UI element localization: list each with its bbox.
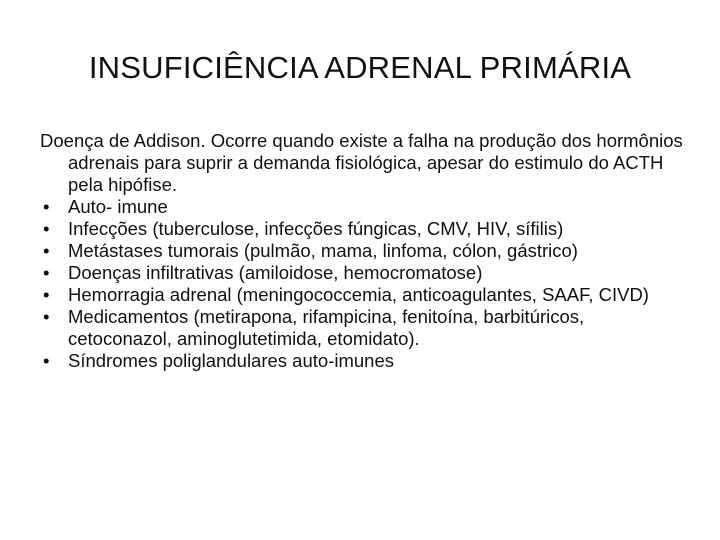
slide-title: INSUFICIÊNCIA ADRENAL PRIMÁRIA bbox=[88, 50, 632, 85]
bullet-icon: • bbox=[43, 262, 50, 283]
list-item-text: Medicamentos (metirapona, rifampicina, fenitoína, barbitúricos, cetoconazol, aminoglutetimida, etomidato). bbox=[68, 306, 585, 349]
list-item bbox=[40, 262, 690, 284]
list-item-text: Infecções (tuberculose, infecções fúngicas, CMV, HIV, sífilis) bbox=[68, 218, 564, 239]
list-item-text: Hemorragia adrenal (meningococcemia, anticoagulantes, SAAF, CIVD) bbox=[68, 284, 649, 305]
list-item bbox=[40, 284, 690, 306]
bullet-icon: • bbox=[43, 240, 50, 261]
causes-list bbox=[40, 196, 690, 372]
bullet-icon: • bbox=[43, 350, 50, 371]
list-item bbox=[40, 218, 690, 240]
list-item bbox=[40, 350, 690, 372]
bullet-icon: • bbox=[43, 196, 50, 217]
list-item bbox=[40, 306, 690, 350]
list-item bbox=[40, 240, 690, 262]
list-item-text: Metástases tumorais (pulmão, mama, linfoma, cólon, gástrico) bbox=[68, 240, 578, 261]
bullet-icon: • bbox=[43, 218, 50, 239]
bullet-icon: • bbox=[43, 306, 50, 327]
bullet-icon: • bbox=[43, 284, 50, 305]
list-item-text: Doenças infiltrativas (amiloidose, hemocromatose) bbox=[68, 262, 483, 283]
intro-paragraph: Doença de Addison. Ocorre quando existe a falha na produção dos hormônios adrenais para suprir a demanda fisiológica, apesar do estimulo do ACTH pela hipófise. bbox=[40, 130, 683, 195]
slide-body bbox=[40, 130, 690, 372]
list-item bbox=[40, 196, 690, 218]
list-item-text: Síndromes poliglandulares auto-imunes bbox=[68, 350, 394, 371]
list-item-text: Auto- imune bbox=[68, 196, 168, 217]
